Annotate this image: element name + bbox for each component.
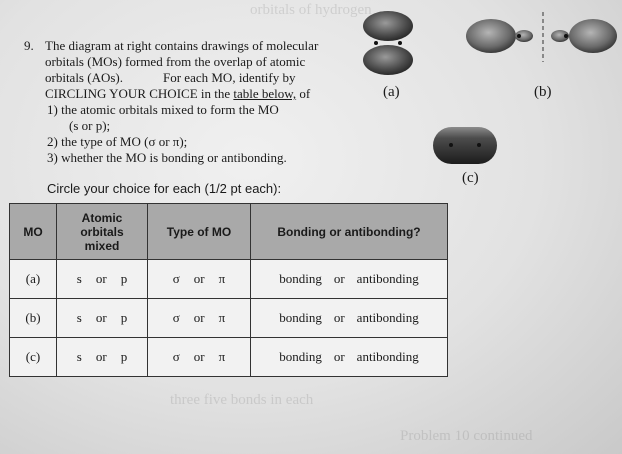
choice-orbitals[interactable]: s or p xyxy=(57,260,148,299)
question-item: 3) whether the MO is bonding or antibonding. xyxy=(47,150,287,165)
orbital-c xyxy=(433,127,497,164)
choice-bonding[interactable]: bonding or antibonding xyxy=(251,338,448,377)
table-header-row xyxy=(10,204,448,260)
choice-mo-type[interactable]: σ or π xyxy=(148,260,251,299)
choice-orbitals[interactable]: s or p xyxy=(57,299,148,338)
row-label: (b) xyxy=(10,299,57,338)
question-item: 1) the atomic orbitals mixed to form the MO xyxy=(47,102,279,117)
question-line: orbitals (MOs) formed from the overlap of atomic xyxy=(45,54,306,69)
choice-mo-type[interactable]: σ or π xyxy=(148,299,251,338)
question-line: CIRCLING YOUR CHOICE in the table below, of xyxy=(45,86,311,101)
choice-orbitals[interactable]: s or p xyxy=(57,338,148,377)
table-row xyxy=(10,338,448,377)
answer-table xyxy=(9,203,448,377)
choice-bonding[interactable]: bonding or antibonding xyxy=(251,260,448,299)
table-row xyxy=(10,299,448,338)
figure-label-b: (b) xyxy=(534,84,552,100)
bleed-through-text: orbitals of hydrogen xyxy=(250,2,372,18)
question-item: 2) the type of MO (σ or π); xyxy=(47,134,188,149)
table-row xyxy=(10,260,448,299)
question-line: The diagram at right contains drawings of molecular xyxy=(45,38,319,53)
figure-label-a: (a) xyxy=(383,84,400,100)
header-mo: MO xyxy=(10,204,57,260)
orbital-a xyxy=(363,11,413,75)
header-type-of-mo: Type of MO xyxy=(148,204,251,260)
question-line: orbitals (AOs). For each MO, identify by xyxy=(45,70,296,85)
instruction-text: Circle your choice for each (1/2 pt each): xyxy=(47,181,282,196)
figure-label-c: (c) xyxy=(462,170,479,186)
question-item-note: (s or p); xyxy=(69,118,111,133)
bleed-through-text: Problem 10 continued xyxy=(400,428,533,444)
bleed-through-text: three five bonds in each xyxy=(170,392,314,408)
orbital-b xyxy=(466,12,617,62)
header-atomic-orbitals: Atomic orbitals mixed xyxy=(57,204,148,260)
choice-bonding[interactable]: bonding or antibonding xyxy=(251,299,448,338)
header-bonding: Bonding or antibonding? xyxy=(251,204,448,260)
row-label: (c) xyxy=(10,338,57,377)
row-label: (a) xyxy=(10,260,57,299)
choice-mo-type[interactable]: σ or π xyxy=(148,338,251,377)
question-number: 9. xyxy=(24,38,34,53)
